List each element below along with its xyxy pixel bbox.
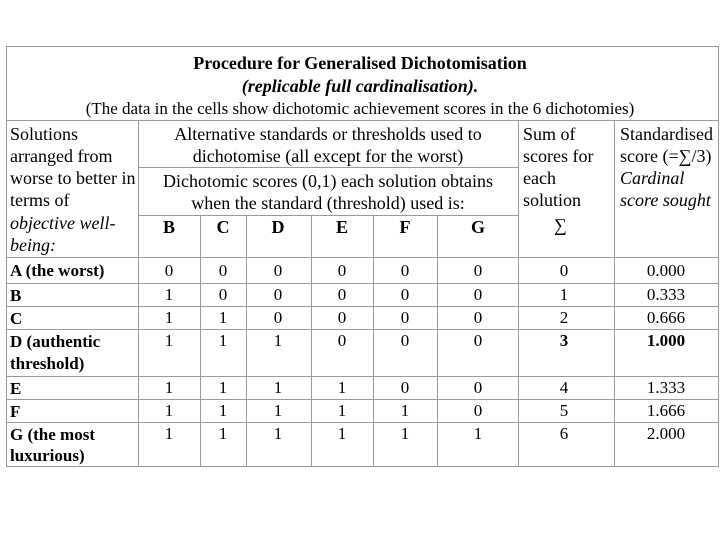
score-cell: 0 xyxy=(164,261,174,280)
threshold-letter-f: F xyxy=(399,217,411,237)
sum-cell: 2 xyxy=(559,308,569,327)
sum-cell: 3 xyxy=(559,331,569,350)
standardised-header-line: Standardised xyxy=(620,124,713,144)
dichotomic-header-line: when the standard (threshold) used is: xyxy=(191,193,465,213)
sum-header-line: Sum of xyxy=(523,124,576,144)
score-cell: 0 xyxy=(473,261,483,280)
score-cell: 1 xyxy=(218,331,228,350)
table-subtitle: (replicable full cardinalisation). xyxy=(241,76,479,96)
standardised-cell: 0.666 xyxy=(646,308,686,327)
table-title: Procedure for Generalised Dichotomisation xyxy=(193,53,527,73)
score-cell: 1 xyxy=(164,378,174,397)
row-label: luxurious) xyxy=(10,446,85,465)
score-cell: 1 xyxy=(218,378,228,397)
score-cell: 1 xyxy=(337,424,347,443)
score-cell: 1 xyxy=(218,308,228,327)
row-label: F xyxy=(10,402,21,421)
score-cell: 1 xyxy=(400,401,410,420)
score-cell: 0 xyxy=(273,285,283,304)
solutions-header-line: terms of xyxy=(10,190,70,210)
sum-header-line: scores for xyxy=(523,146,594,166)
solutions-header-line: objective well- xyxy=(10,213,116,233)
threshold-letter-c: C xyxy=(216,217,230,237)
dichotomisation-table xyxy=(6,46,719,467)
score-cell: 1 xyxy=(473,424,483,443)
score-cell: 0 xyxy=(218,261,228,280)
solutions-header-line: worse to better in xyxy=(10,168,136,188)
threshold-letter-b: B xyxy=(162,217,176,237)
dichotomic-header-line: Dichotomic scores (0,1) each solution obtains xyxy=(163,171,493,191)
threshold-letter-e: E xyxy=(335,217,349,237)
alternative-header-line: Alternative standards or thresholds used to xyxy=(174,124,482,144)
threshold-letter-d: D xyxy=(271,217,285,237)
standardised-header-line: Cardinal xyxy=(620,168,685,188)
standardised-cell: 1.000 xyxy=(646,331,686,350)
score-cell: 1 xyxy=(400,424,410,443)
score-cell: 1 xyxy=(337,378,347,397)
sum-cell: 4 xyxy=(559,378,569,397)
score-cell: 0 xyxy=(473,401,483,420)
score-cell: 0 xyxy=(273,308,283,327)
table-note: (The data in the cells show dichotomic achievement scores in the 6 dichotomies) xyxy=(85,99,635,118)
score-cell: 1 xyxy=(273,401,283,420)
sum-header-line: solution xyxy=(523,190,582,210)
row-label: D (authentic xyxy=(10,332,101,351)
row-label: E xyxy=(10,379,22,398)
sum-cell: 0 xyxy=(559,261,569,280)
solutions-header-line: Solutions xyxy=(10,124,79,144)
score-cell: 1 xyxy=(164,401,174,420)
score-cell: 1 xyxy=(273,378,283,397)
row-label: B xyxy=(10,286,22,305)
score-cell: 1 xyxy=(218,401,228,420)
standardised-cell: 0.333 xyxy=(646,285,686,304)
score-cell: 0 xyxy=(218,285,228,304)
sum-cell: 1 xyxy=(559,285,569,304)
score-cell: 1 xyxy=(164,308,174,327)
score-cell: 0 xyxy=(473,308,483,327)
standardised-cell: 0.000 xyxy=(646,261,686,280)
score-cell: 0 xyxy=(473,331,483,350)
score-cell: 0 xyxy=(400,378,410,397)
standardised-header-line: score sought xyxy=(620,190,711,210)
score-cell: 0 xyxy=(473,285,483,304)
score-cell: 0 xyxy=(400,261,410,280)
threshold-letter-g: G xyxy=(470,217,486,237)
score-cell: 0 xyxy=(337,261,347,280)
sum-cell: 5 xyxy=(559,401,569,420)
standardised-cell: 2.000 xyxy=(646,424,686,443)
sigma-symbol: ∑ xyxy=(554,215,567,235)
standardised-cell: 1.333 xyxy=(646,378,686,397)
solutions-header-line: being: xyxy=(10,235,56,255)
score-cell: 0 xyxy=(400,285,410,304)
row-label: G (the most xyxy=(10,425,95,444)
row-label: A (the worst) xyxy=(10,261,105,280)
standardised-cell: 1.666 xyxy=(646,401,686,420)
score-cell: 0 xyxy=(337,308,347,327)
score-cell: 1 xyxy=(164,285,174,304)
score-cell: 1 xyxy=(273,424,283,443)
sum-cell: 6 xyxy=(559,424,569,443)
solutions-header-line: arranged from xyxy=(10,146,113,166)
score-cell: 0 xyxy=(337,331,347,350)
row-label: C xyxy=(10,309,23,328)
score-cell: 0 xyxy=(400,331,410,350)
score-cell: 0 xyxy=(473,378,483,397)
score-cell: 1 xyxy=(164,331,174,350)
score-cell: 0 xyxy=(400,308,410,327)
standardised-header-line: score (=∑/3) xyxy=(620,146,712,166)
sum-header-line: each xyxy=(523,168,556,188)
score-cell: 1 xyxy=(273,331,283,350)
alternative-header-line: dichotomise (all except for the worst) xyxy=(192,146,464,166)
score-cell: 0 xyxy=(337,285,347,304)
score-cell: 1 xyxy=(218,424,228,443)
score-cell: 1 xyxy=(164,424,174,443)
score-cell: 0 xyxy=(273,261,283,280)
row-label: threshold) xyxy=(10,354,85,373)
score-cell: 1 xyxy=(337,401,347,420)
